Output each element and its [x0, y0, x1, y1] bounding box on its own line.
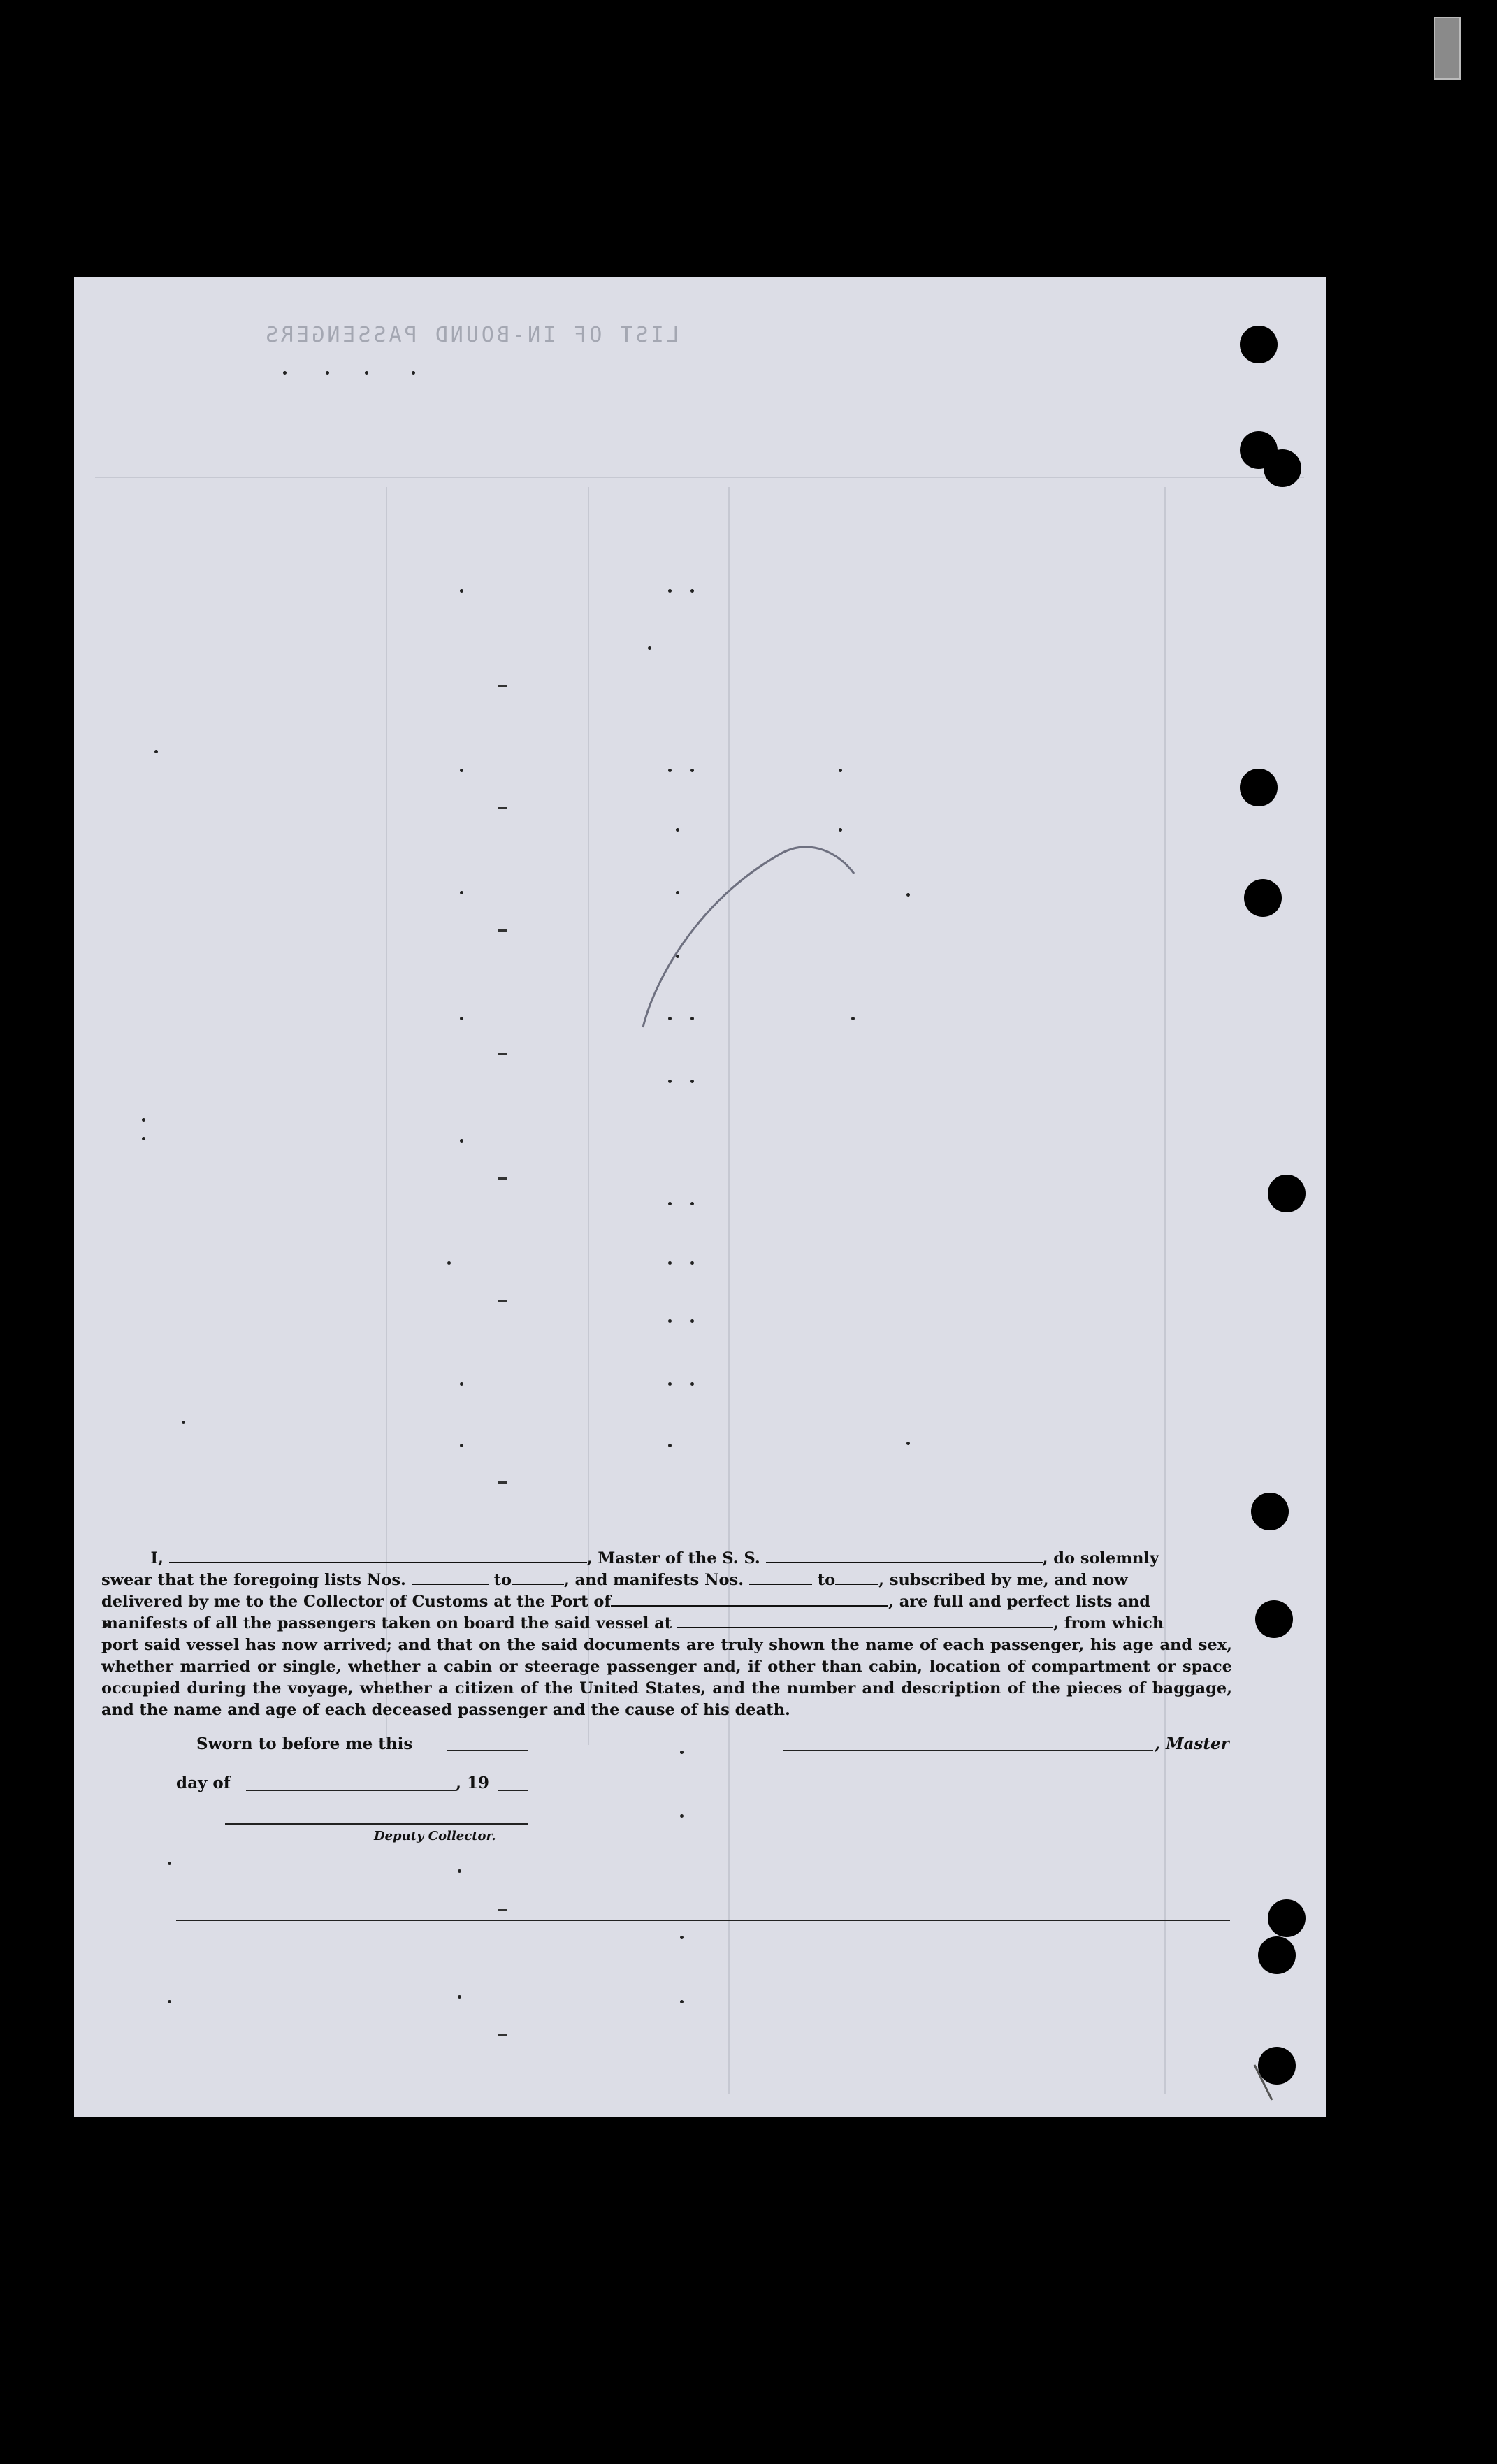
speck — [460, 1139, 463, 1143]
dash-mark — [498, 1177, 507, 1180]
master-label: , Master — [1155, 1734, 1229, 1753]
speck — [168, 2000, 171, 2003]
punch-hole — [1258, 1936, 1296, 1974]
oath-swear: swear that the foregoing lists Nos. — [101, 1571, 406, 1589]
speck — [668, 589, 672, 593]
speck — [447, 1261, 451, 1265]
oath-master-of: , Master of the S. S. — [586, 1549, 760, 1567]
speck — [668, 1382, 672, 1386]
oath-paragraph — [101, 1548, 1232, 1721]
speck — [680, 1936, 684, 1939]
speck — [680, 1814, 684, 1818]
sworn-date-blank[interactable] — [447, 1750, 528, 1751]
punch-hole — [1244, 879, 1282, 917]
oath-manifests-all: manifests of all the passengers taken on board the said vessel at — [101, 1614, 672, 1632]
list-to-blank[interactable] — [512, 1570, 564, 1585]
oath-line-3 — [101, 1591, 1232, 1613]
ship-blank[interactable] — [766, 1548, 1043, 1563]
faint-column-rule — [728, 487, 730, 2094]
year-label: , 19 — [456, 1774, 490, 1792]
oath-do-solemnly: , do solemnly — [1042, 1549, 1159, 1567]
dash-mark — [498, 1481, 507, 1484]
faint-header-rule — [95, 477, 1304, 478]
speck — [690, 1202, 694, 1205]
year-blank[interactable] — [498, 1790, 528, 1791]
speck — [460, 769, 463, 772]
speck — [906, 893, 910, 897]
pencil-stroke — [629, 839, 867, 1034]
speck — [690, 1319, 694, 1323]
punch-hole — [1240, 769, 1278, 806]
punch-hole — [1268, 1175, 1306, 1212]
speck — [460, 1444, 463, 1447]
speck — [283, 371, 287, 375]
speck — [668, 769, 672, 772]
departure-port-blank[interactable] — [677, 1613, 1053, 1628]
oath-i-label: I, — [150, 1549, 164, 1567]
speck — [690, 1261, 694, 1265]
speck — [680, 1751, 684, 1754]
speck — [668, 1080, 672, 1083]
speck — [460, 891, 463, 894]
master-signature-line[interactable] — [783, 1750, 1153, 1751]
punch-hole — [1251, 1493, 1289, 1530]
oath-to-1: to — [493, 1571, 512, 1589]
speck — [690, 1080, 694, 1083]
name-blank[interactable] — [169, 1548, 587, 1563]
speck — [668, 1319, 672, 1323]
oath-line-4 — [101, 1613, 1232, 1635]
speck — [460, 589, 463, 593]
dash-mark — [498, 685, 507, 687]
speck — [458, 1869, 461, 1873]
list-from-blank[interactable] — [412, 1570, 489, 1585]
speck — [168, 1862, 171, 1865]
deputy-collector-label: Deputy Collector. — [374, 1829, 496, 1843]
oath-manifests: , and manifests Nos. — [563, 1571, 744, 1589]
speck — [690, 769, 694, 772]
dash-mark — [498, 807, 507, 809]
oath-subscribed: , subscribed by me, and now — [878, 1571, 1128, 1589]
speck — [668, 1202, 672, 1205]
speck — [839, 828, 842, 832]
speck — [668, 1261, 672, 1265]
margin-tick — [1251, 2061, 1279, 2103]
speck — [142, 1118, 145, 1122]
speck — [676, 828, 679, 832]
speck — [182, 1421, 185, 1424]
punch-hole — [1264, 449, 1301, 487]
speck — [906, 1442, 910, 1445]
speck — [690, 589, 694, 593]
speck — [460, 1382, 463, 1386]
punch-hole — [1268, 1899, 1306, 1937]
speck — [365, 371, 368, 375]
speck — [154, 750, 158, 753]
oath-line-1 — [101, 1548, 1232, 1570]
manifest-from-blank[interactable] — [749, 1570, 812, 1585]
speck — [458, 1995, 461, 1999]
dash-mark — [498, 1909, 507, 1911]
port-blank[interactable] — [611, 1591, 888, 1607]
film-edge-tab — [1434, 17, 1461, 80]
speck — [142, 1137, 145, 1140]
speck — [839, 769, 842, 772]
oath-to-2: to — [817, 1571, 836, 1589]
faint-column-rule — [1164, 487, 1166, 2094]
speck — [690, 1382, 694, 1386]
speck — [460, 1017, 463, 1020]
oath-body: port said vessel has now arrived; and that on the said documents are truly shown the name of each passenger, his age and sex, whether married or single, whether a cabin or steerage passenger and, if other than cabin, location of compartment or space occupied during the voyage, whether a citizen of the United States, and the number and description of the pieces of baggage, and the name and age of each deceased passenger and the cause of his death. — [101, 1636, 1232, 1719]
dash-mark — [498, 929, 507, 932]
bottom-rule — [176, 1920, 1230, 1921]
manifest-to-blank[interactable] — [835, 1570, 878, 1585]
manifest-sheet — [74, 277, 1326, 2117]
oath-from-which: , from which — [1053, 1614, 1164, 1632]
deputy-signature-line[interactable] — [225, 1823, 528, 1825]
oath-delivered: delivered by me to the Collector of Customs at the Port of — [101, 1593, 612, 1611]
day-of-label: day of — [176, 1774, 231, 1792]
speck — [668, 1444, 672, 1447]
speck — [680, 2000, 684, 2003]
speck — [326, 371, 329, 375]
speck — [648, 646, 651, 650]
oath-line-2 — [101, 1570, 1232, 1591]
punch-hole — [1240, 326, 1278, 363]
dash-mark — [498, 2034, 507, 2036]
dash-mark — [498, 1053, 507, 1055]
punch-hole — [1255, 1600, 1293, 1638]
day-of-blank[interactable] — [246, 1790, 456, 1791]
faint-title: LIST OF IN-BOUND PASSENGERS — [263, 323, 679, 347]
dash-mark — [498, 1300, 507, 1302]
speck — [412, 371, 415, 375]
oath-full-perfect: , are full and perfect lists and — [888, 1593, 1150, 1611]
sworn-label: Sworn to before me this — [196, 1734, 413, 1753]
